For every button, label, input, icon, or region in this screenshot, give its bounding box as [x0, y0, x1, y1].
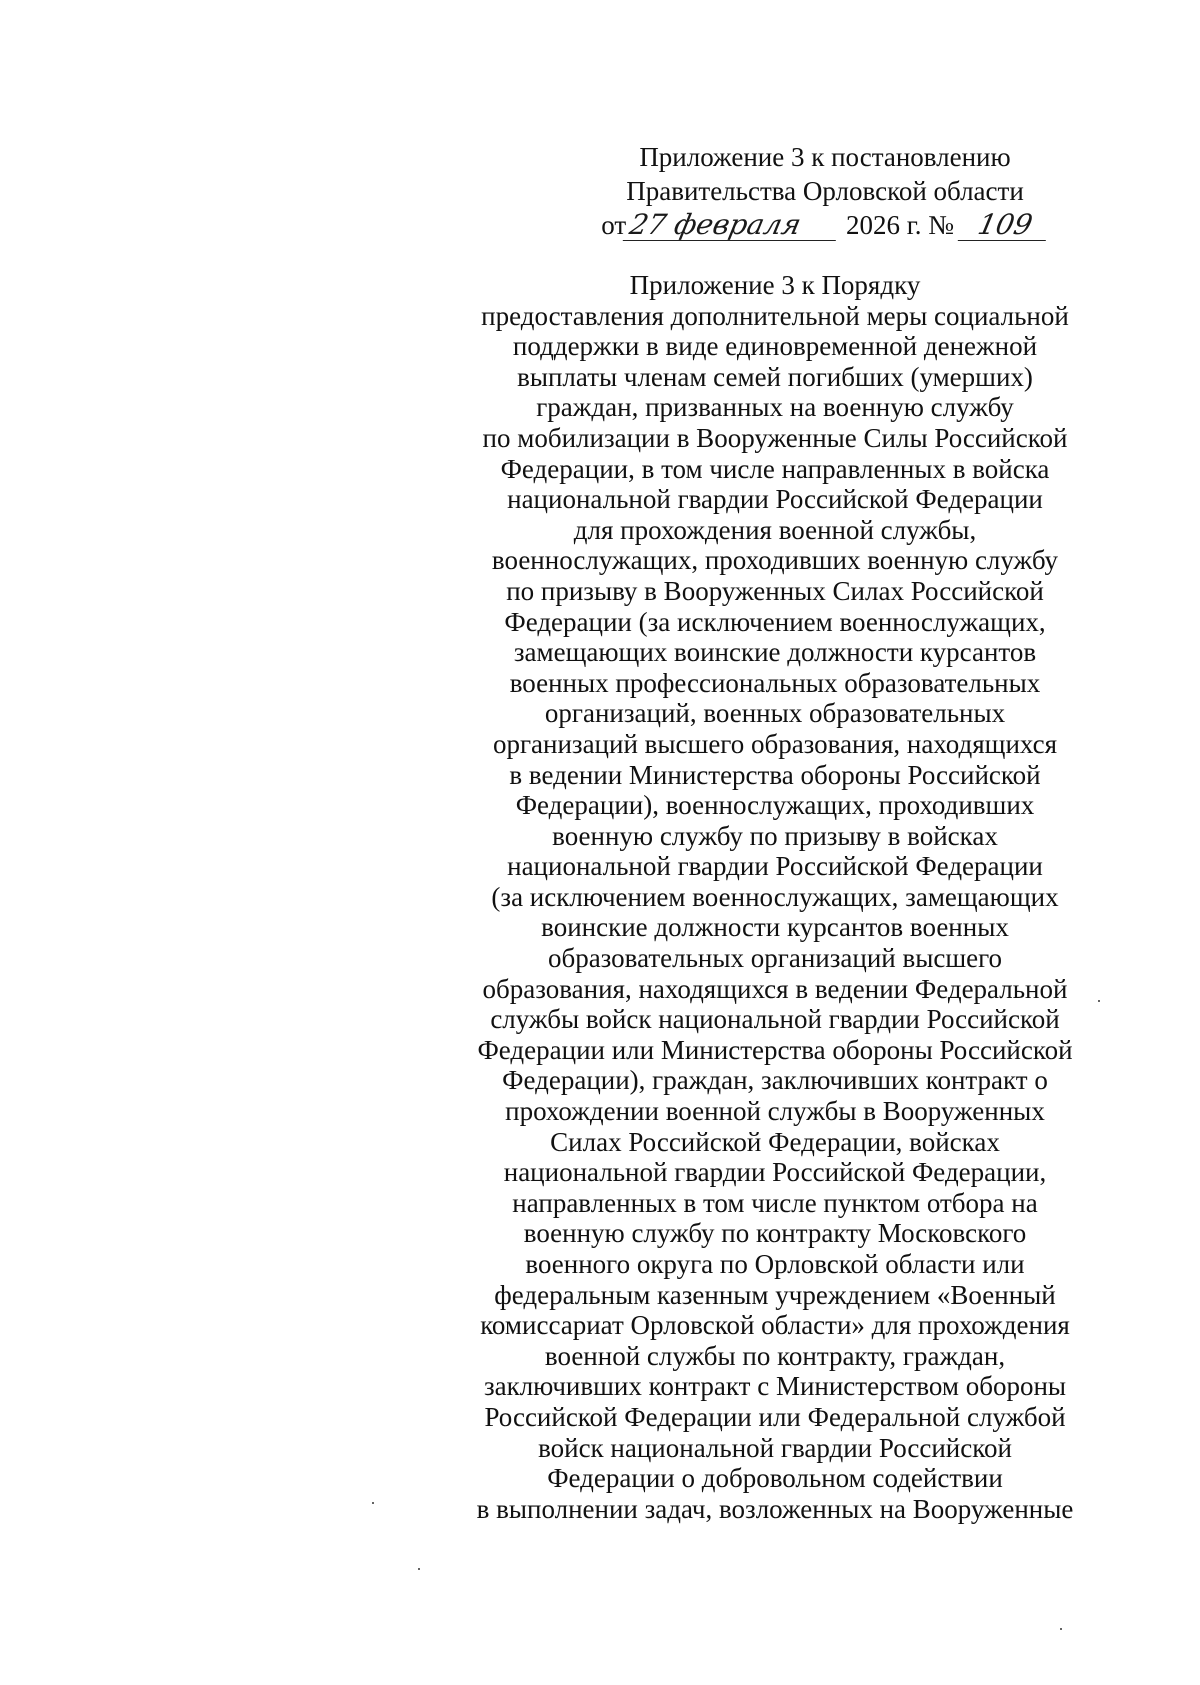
annex-line: направленных в том числе пунктом отбора на — [512, 1187, 1038, 1218]
annex-line: Федерации (за исключением военнослужащих, — [504, 606, 1046, 637]
annex-line: Приложение 3 к Порядку — [629, 270, 921, 300]
annex-line: образования, находящихся в ведении Федеральной — [482, 973, 1068, 1004]
annex-line: военную службу по контракту Московского — [523, 1218, 1027, 1249]
header-line-2: Правительства Орловской области — [626, 176, 1024, 206]
annex-line: Федерации о добровольном содействии — [547, 1463, 1003, 1494]
annex-line: предоставления дополнительной меры социальной — [481, 300, 1069, 331]
annex-line: национальной гвардии Российской Федерации — [507, 484, 1043, 515]
annex-line: организаций, военных образовательных — [544, 698, 1006, 729]
annex-line: военного округа по Орловской области или — [525, 1249, 1025, 1279]
annex-line: в выполнении задач, возложенных на Вооруженные — [476, 1493, 1074, 1524]
scan-speck — [418, 1568, 420, 1570]
handwritten-number: 109 — [957, 210, 1052, 241]
annex-line: службы войск национальной гвардии Российской — [490, 1004, 1060, 1035]
annex-line: заключивших контракт с Министерством обороны — [483, 1371, 1067, 1402]
scan-speck — [1098, 1000, 1100, 1002]
annex-line: комиссариат Орловской области» для прохождения — [480, 1310, 1070, 1341]
annex-line: воинские должности курсантов военных — [541, 912, 1009, 943]
annex-line: военную службу по призыву в войсках — [552, 820, 998, 851]
annex-line: военнослужащих, проходивших военную службу — [491, 545, 1059, 576]
annex-line: граждан, призванных на военную службу — [536, 392, 1014, 423]
year-number-label: 2026 г. № — [845, 210, 954, 240]
annex-title-block — [445, 270, 1105, 1524]
annex-line: поддержки в виде единовременной денежной — [512, 331, 1038, 362]
handwritten-date: 27 февраля — [623, 210, 843, 241]
resolution-header — [590, 140, 1060, 246]
header-line-1: Приложение 3 к постановлению — [639, 142, 1011, 172]
annex-line: национальной гвардии Российской Федерации, — [503, 1157, 1047, 1188]
annex-line: Федерации, в том числе направленных в войска — [500, 453, 1050, 484]
annex-line: по мобилизации в Вооруженные Силы Российской — [482, 422, 1068, 453]
annex-line: Федерации или Министерства обороны Российской — [477, 1034, 1073, 1065]
date-number-line — [590, 208, 1060, 246]
annex-line: выплаты членам семей погибших (умерших) — [517, 361, 1033, 392]
annex-line: военной службы по контракту, граждан, — [544, 1340, 1006, 1371]
annex-line: замещающих воинские должности курсантов — [513, 637, 1037, 668]
annex-line: прохождении военной службы в Вооруженных — [505, 1096, 1045, 1127]
annex-line: федеральным казенным учреждением «Военный — [494, 1279, 1056, 1310]
annex-line: Российской Федерации или Федеральной службой — [484, 1401, 1066, 1432]
annex-line: для прохождения военной службы, — [573, 514, 977, 545]
scan-speck — [1060, 1628, 1062, 1630]
annex-line: Федерации), военнослужащих, проходивших — [515, 790, 1035, 821]
annex-line: войск национальной гвардии Российской — [538, 1432, 1012, 1463]
annex-line: образовательных организаций высшего — [547, 943, 1003, 974]
date-prefix: от — [601, 210, 627, 240]
annex-line: Федерации), граждан, заключивших контракт о — [502, 1065, 1048, 1096]
annex-line: (за исключением военнослужащих, замещающих — [491, 881, 1059, 912]
annex-line: по призыву в Вооруженных Силах Российской — [506, 575, 1044, 606]
annex-line: в ведении Министерства обороны Российской — [509, 759, 1041, 790]
annex-line: национальной гвардии Российской Федерации — [507, 851, 1043, 882]
annex-line: военных профессиональных образовательных — [509, 667, 1041, 698]
annex-line: организаций высшего образования, находящихся — [492, 728, 1058, 759]
annex-line: Силах Российской Федерации, войсках — [550, 1126, 1000, 1157]
scan-speck — [372, 1502, 374, 1504]
